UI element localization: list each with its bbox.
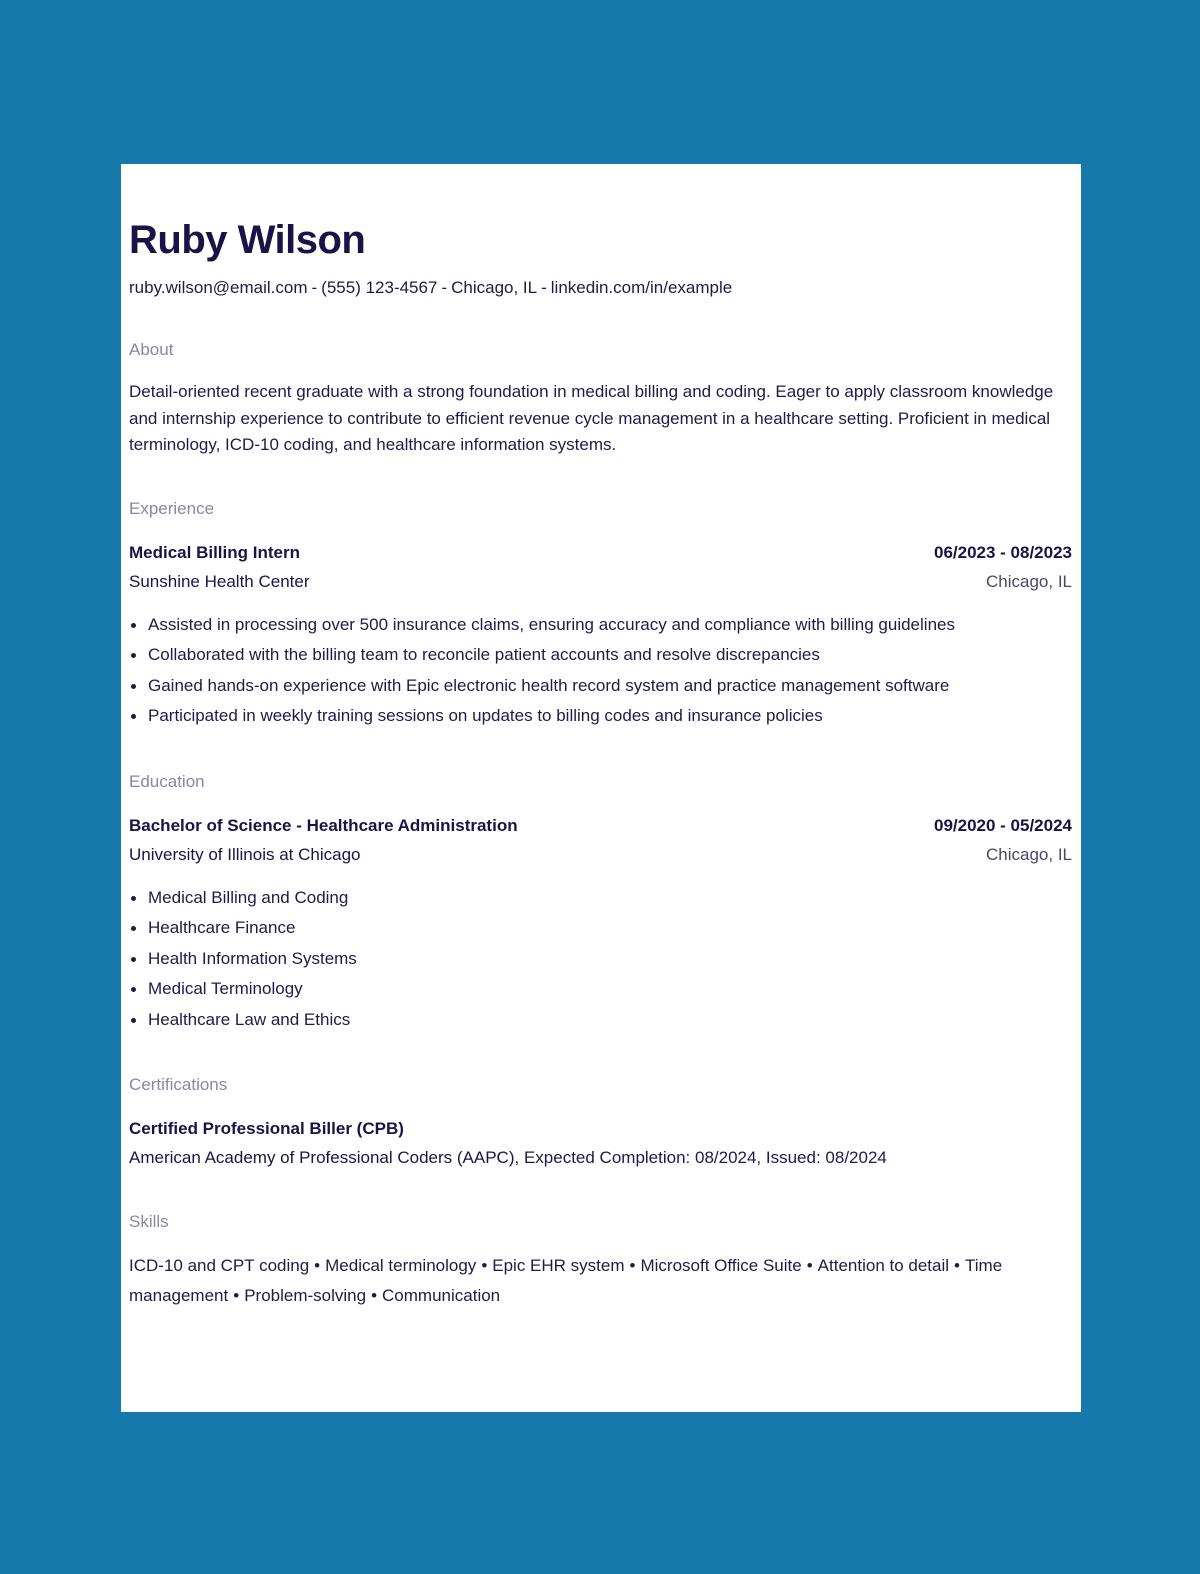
- degree-title: Bachelor of Science - Healthcare Administration: [129, 815, 518, 835]
- job-dates: 06/2023 - 08/2023: [933, 542, 1072, 562]
- list-item: Medical Terminology: [129, 974, 1072, 1005]
- skill-separator: •: [629, 1256, 636, 1275]
- education-dates: 09/2020 - 05/2024: [933, 815, 1072, 835]
- skills-heading: Skills: [129, 1212, 169, 1231]
- skill-item: Time management: [129, 1256, 1003, 1305]
- school-location: Chicago, IL: [986, 844, 1072, 864]
- list-item: Medical Billing and Coding: [129, 883, 1072, 914]
- contact-separator: -: [441, 278, 448, 297]
- skill-item: Microsoft Office Suite: [640, 1256, 802, 1275]
- contact-separator: -: [541, 278, 547, 297]
- employer: Sunshine Health Center: [129, 571, 310, 591]
- contact-email: ruby.wilson@email.com: [129, 278, 308, 297]
- education-org-row: [129, 840, 1072, 869]
- contact-phone: (555) 123-4567: [321, 278, 438, 297]
- list-item: Collaborated with the billing team to reconcile patient accounts and resolve discrepancies: [129, 640, 1072, 671]
- skill-item: Problem-solving: [244, 1285, 367, 1305]
- skill-item: Medical terminology: [325, 1256, 477, 1275]
- experience-title-row: [129, 538, 1072, 567]
- skills-list: [129, 1251, 1072, 1310]
- skill-separator: •: [314, 1256, 321, 1275]
- skill-item: Communication: [382, 1285, 501, 1305]
- skill-separator: •: [806, 1256, 813, 1275]
- skill-item: Epic EHR system: [492, 1256, 625, 1275]
- list-item: Assisted in processing over 500 insurance claims, ensuring accuracy and compliance with billing guidelines: [129, 610, 1072, 641]
- list-item: Health Information Systems: [129, 944, 1072, 975]
- skill-item: Attention to detail: [817, 1256, 950, 1275]
- contact-line: [129, 276, 1072, 300]
- skill-separator: •: [481, 1256, 488, 1275]
- list-item: Participated in weekly training sessions on updates to billing codes and insurance policies: [129, 701, 1072, 732]
- resume-page: [121, 164, 1081, 1412]
- certification-title: Certified Professional Biller (CPB): [129, 1119, 404, 1138]
- candidate-name: Ruby Wilson: [129, 218, 366, 262]
- list-item: Healthcare Finance: [129, 913, 1072, 944]
- skill-separator: •: [233, 1285, 240, 1305]
- education-heading: Education: [129, 771, 205, 791]
- certifications-heading: Certifications: [129, 1075, 228, 1094]
- certification-issuer: American Academy of Professional Coders (AAPC): [129, 1148, 515, 1167]
- job-location: Chicago, IL: [986, 571, 1072, 591]
- contact-separator: -: [311, 278, 318, 297]
- school-name: University of Illinois at Chicago: [129, 844, 361, 864]
- skill-item: ICD-10 and CPT coding: [129, 1256, 310, 1275]
- about-text: Detail-oriented recent graduate with a strong foundation in medical billing and coding. Eager to apply classroom knowledge and internship experience to contribute to efficient revenue cycle management in a healthcare setting. Proficient in medical terminology, ICD-10 coding, and healthcare information systems.: [129, 382, 1054, 454]
- certification-details: [129, 1143, 1072, 1172]
- contact-location: Chicago, IL: [451, 278, 538, 297]
- education-title-row: [129, 811, 1072, 840]
- job-title: Medical Billing Intern: [129, 542, 300, 562]
- about-heading: About: [129, 340, 174, 359]
- list-item: Gained hands-on experience with Epic electronic health record system and practice management software: [129, 671, 1072, 702]
- skill-separator: •: [954, 1256, 960, 1275]
- contact-linkedin: linkedin.com/in/example: [550, 278, 733, 297]
- list-item: Healthcare Law and Ethics: [129, 1005, 1072, 1036]
- certification-dates: , Expected Completion: 08/2024, Issued: 08/2024: [514, 1148, 887, 1167]
- experience-bullets: [129, 610, 1072, 732]
- experience-org-row: [129, 567, 1072, 596]
- skill-separator: •: [371, 1285, 378, 1305]
- experience-heading: Experience: [129, 498, 215, 518]
- education-bullets: [129, 883, 1072, 1036]
